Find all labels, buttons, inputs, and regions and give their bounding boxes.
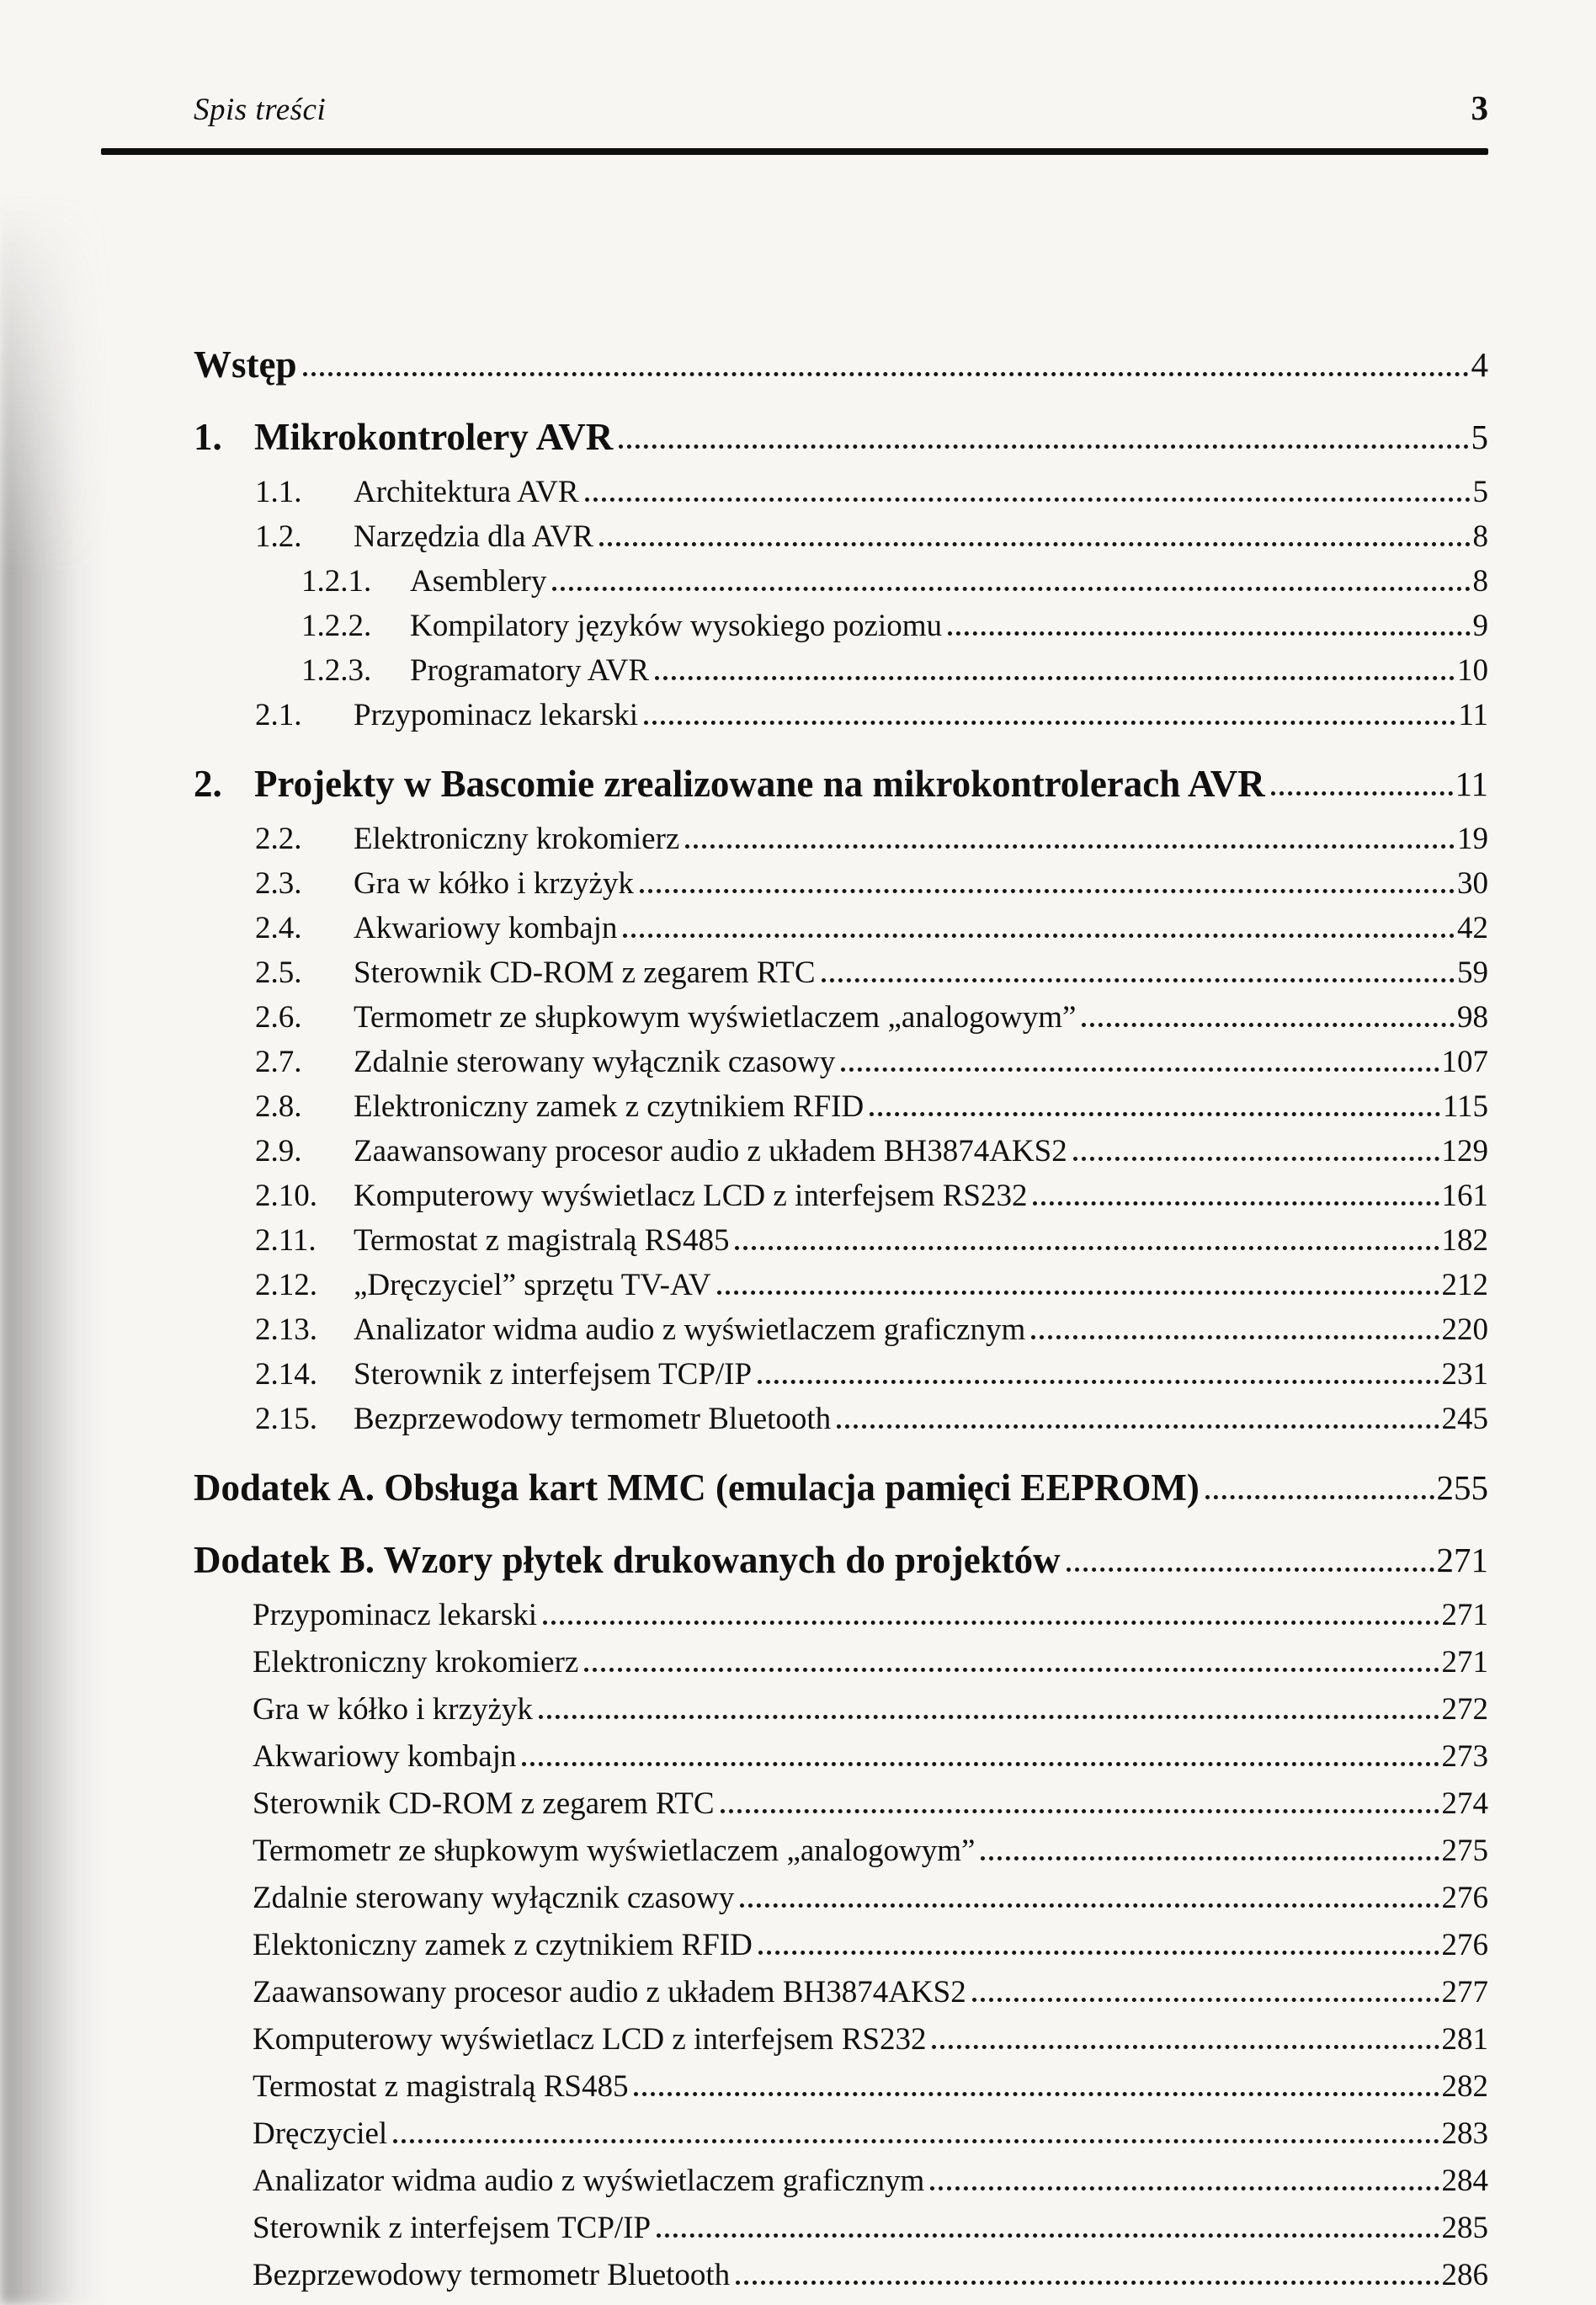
toc-row xyxy=(194,1089,1488,1124)
dot-leader xyxy=(393,2139,1439,2143)
dot-leader xyxy=(1031,1335,1439,1339)
toc-row xyxy=(194,475,1488,509)
toc-entry-page: 11 xyxy=(1458,698,1488,732)
toc-entry-number: 2.6. xyxy=(255,1000,302,1035)
toc-entry-number: 1.2.2. xyxy=(301,609,372,643)
toc-entry-title: Gra w kółko i krzyżyk xyxy=(354,866,634,901)
dot-leader xyxy=(1082,1023,1455,1027)
toc-entry-title: Termometr ze słupkowym wyświetlaczem „analogowym” xyxy=(354,1000,1077,1035)
toc-entry-number: 2.14. xyxy=(255,1357,317,1392)
toc-entry-page: 285 xyxy=(1441,2211,1488,2245)
dot-leader xyxy=(717,1291,1439,1295)
dot-leader xyxy=(981,1856,1439,1861)
dot-leader xyxy=(1271,791,1453,796)
toc-entry-page: 19 xyxy=(1457,822,1488,856)
toc-entry-number: 2. xyxy=(194,763,222,805)
dot-leader xyxy=(619,444,1468,449)
toc-entry-page: 277 xyxy=(1441,1975,1488,2010)
toc-entry-number: 1. xyxy=(194,416,222,458)
toc-row xyxy=(194,564,1488,599)
toc-entry-title: Sterownik z interfejsem TCP/IP xyxy=(253,2211,652,2245)
toc-entry-page: 286 xyxy=(1441,2258,1488,2292)
toc-row xyxy=(194,653,1488,688)
dot-leader xyxy=(735,1246,1439,1250)
toc-entry-title: Termometr ze słupkowym wyświetlaczem „analogowym” xyxy=(253,1834,976,1868)
dot-leader xyxy=(948,631,1471,636)
toc-entry-page: 11 xyxy=(1455,764,1488,803)
dot-leader xyxy=(932,2045,1439,2049)
toc-row xyxy=(194,2211,1488,2245)
toc-entry-title: Gra w kółko i krzyżyk xyxy=(253,1692,533,1727)
header-rule xyxy=(101,148,1488,155)
toc-entry-page: 59 xyxy=(1457,956,1488,990)
toc-entry-number: 2.1. xyxy=(255,698,302,732)
toc-entry-title: Narzędzia dla AVR xyxy=(354,519,593,554)
toc-row xyxy=(194,2116,1488,2151)
toc-entry-page: 284 xyxy=(1441,2164,1488,2198)
dot-leader xyxy=(721,1809,1439,1813)
toc-row xyxy=(194,1598,1488,1632)
dot-leader xyxy=(930,2186,1439,2191)
toc-row xyxy=(194,1881,1488,1915)
toc-entry-number: 2.10. xyxy=(255,1179,317,1213)
toc-entry-title: Analizator widma audio z wyświetlaczem graficznym xyxy=(253,2164,925,2198)
toc-entry-page: 274 xyxy=(1441,1786,1488,1821)
dot-leader xyxy=(640,889,1455,893)
toc-row xyxy=(194,2258,1488,2292)
toc-entry-title: Przypominacz lekarski xyxy=(354,698,639,732)
toc-row xyxy=(194,1645,1488,1680)
toc-row xyxy=(194,1539,1488,1581)
toc-entry-page: 5 xyxy=(1471,418,1488,456)
dot-leader xyxy=(736,2281,1439,2285)
dot-leader xyxy=(758,1380,1439,1384)
running-title: Spis treści xyxy=(194,93,327,127)
toc-entry-number: 2.15. xyxy=(255,1402,317,1436)
toc-row xyxy=(194,343,1488,386)
toc-row xyxy=(194,1834,1488,1868)
toc-entry-number: 2.7. xyxy=(255,1045,302,1079)
toc-entry-title: Zaawansowany procesor audio z układem BH3874AKS2 xyxy=(253,1975,966,2010)
toc-entry-title: Bezprzewodowy termometr Bluetooth xyxy=(354,1402,832,1436)
toc-entry-title: Komputerowy wyświetlacz LCD z interfejsem RS232 xyxy=(354,1179,1028,1213)
toc-entry-title: Elektroniczny krokomierz xyxy=(253,1645,579,1680)
toc-row xyxy=(194,1134,1488,1168)
dot-leader xyxy=(599,542,1471,546)
toc-entry-page: 98 xyxy=(1457,1000,1488,1035)
dot-leader xyxy=(303,372,1469,376)
dot-leader xyxy=(740,1903,1439,1908)
dot-leader xyxy=(685,844,1455,849)
toc-entry-title: Programatory AVR xyxy=(410,653,650,688)
toc-row xyxy=(194,698,1488,732)
dot-leader xyxy=(655,676,1455,680)
toc-entry-page: 283 xyxy=(1441,2116,1488,2151)
dot-leader xyxy=(657,2233,1439,2238)
dot-leader xyxy=(585,498,1471,502)
toc-entry-title: Architektura AVR xyxy=(354,475,579,509)
toc-entry-number: 2.2. xyxy=(255,822,302,856)
toc-row xyxy=(194,1357,1488,1392)
toc-row xyxy=(194,866,1488,901)
toc-entry-title: Akwariowy kombajn xyxy=(253,1739,517,1774)
toc-entry-number: 2.11. xyxy=(255,1223,317,1258)
toc-row xyxy=(194,911,1488,945)
dot-leader xyxy=(758,1951,1439,1955)
toc-entry-page: 282 xyxy=(1441,2069,1488,2104)
page-header xyxy=(194,88,1488,128)
toc-row xyxy=(194,956,1488,990)
toc-entry-title: Termostat z magistralą RS485 xyxy=(354,1223,730,1258)
toc-entry-title: Elektoniczny zamek z czytnikiem RFID xyxy=(253,1928,753,1962)
toc-entry-title: Kompilatory języków wysokiego poziomu xyxy=(410,609,942,643)
toc-row xyxy=(194,2022,1488,2057)
toc-entry-title: Elektroniczny zamek z czytnikiem RFID xyxy=(354,1089,864,1124)
toc-entry-page: 42 xyxy=(1457,911,1488,945)
toc-entry-page: 182 xyxy=(1441,1223,1488,1258)
toc-entry-number: 2.13. xyxy=(255,1312,317,1347)
dot-leader xyxy=(837,1424,1439,1429)
toc-row xyxy=(194,1739,1488,1774)
toc-entry-page: 161 xyxy=(1441,1179,1488,1213)
toc-entry-title: „Dręczyciel” sprzętu TV-AV xyxy=(354,1268,711,1302)
toc-entry-page: 30 xyxy=(1457,866,1488,901)
toc-entry-number: 2.12. xyxy=(255,1268,317,1302)
toc-entry-page: 271 xyxy=(1441,1598,1488,1632)
toc-row xyxy=(194,763,1488,805)
dot-leader xyxy=(972,1998,1439,2002)
toc-entry-title: Sterownik CD-ROM z zegarem RTC xyxy=(253,1786,715,1821)
dot-leader xyxy=(1205,1495,1434,1499)
toc-entry-title: Komputerowy wyświetlacz LCD z interfejsem RS232 xyxy=(253,2022,927,2057)
toc-entry-title: Asemblery xyxy=(410,564,547,599)
toc-entry-page: 281 xyxy=(1441,2022,1488,2057)
toc-entry-page: 276 xyxy=(1441,1928,1488,1962)
dot-leader xyxy=(644,721,1455,725)
toc-entry-page: 245 xyxy=(1441,1402,1488,1436)
toc-row xyxy=(194,2164,1488,2198)
toc-entry-title: Sterownik CD-ROM z zegarem RTC xyxy=(354,956,816,990)
toc-row xyxy=(194,1467,1488,1509)
toc-entry-page: 273 xyxy=(1441,1739,1488,1774)
toc-entry-page: 4 xyxy=(1471,345,1488,384)
toc-entry-title: Zdalnie sterowany wyłącznik czasowy xyxy=(253,1881,735,1915)
toc-entry-page: 276 xyxy=(1441,1881,1488,1915)
dot-leader xyxy=(870,1112,1440,1116)
toc-entry-title: Przypominacz lekarski xyxy=(253,1598,538,1632)
toc-entry-number: 2.5. xyxy=(255,956,302,990)
toc-row xyxy=(194,1223,1488,1258)
toc-row xyxy=(194,416,1488,458)
dot-leader xyxy=(584,1668,1439,1672)
toc-entry-page: 255 xyxy=(1436,1468,1488,1507)
toc-entry-title: Dręczyciel xyxy=(253,2116,388,2151)
toc-entry-page: 8 xyxy=(1472,564,1488,599)
toc-entry-number: 1.2. xyxy=(255,519,302,554)
toc-entry-title: Elektroniczny krokomierz xyxy=(354,822,680,856)
toc-entry-title: Akwariowy kombajn xyxy=(354,911,618,945)
dot-leader xyxy=(552,587,1470,591)
dot-leader xyxy=(822,978,1455,982)
toc-entry-number: 1.1. xyxy=(255,475,302,509)
toc-entry-page: 5 xyxy=(1472,475,1488,509)
toc-entry-title: Zdalnie sterowany wyłącznik czasowy xyxy=(354,1045,836,1079)
dot-leader xyxy=(522,1762,1439,1766)
toc-row xyxy=(194,2069,1488,2104)
toc-entry-title: Zaawansowany procesor audio z układem BH3874AKS2 xyxy=(354,1134,1067,1168)
toc-row xyxy=(194,1975,1488,2010)
toc-entry-title: Wstęp xyxy=(194,343,297,386)
dot-leader xyxy=(539,1715,1439,1719)
toc-row xyxy=(194,1268,1488,1302)
toc-entry-number: 2.9. xyxy=(255,1134,302,1168)
page-number: 3 xyxy=(1471,88,1488,127)
toc-row xyxy=(194,1000,1488,1035)
toc-entry-page: 271 xyxy=(1436,1541,1488,1579)
toc-entry-page: 212 xyxy=(1441,1268,1488,1302)
toc-row xyxy=(194,1045,1488,1079)
toc-entry-page: 272 xyxy=(1441,1692,1488,1727)
dot-leader xyxy=(634,2092,1439,2096)
toc-list xyxy=(194,313,1488,2305)
toc-entry-title: Sterownik z interfejsem TCP/IP xyxy=(354,1357,753,1392)
toc-row xyxy=(194,1692,1488,1727)
toc-entry-page: 115 xyxy=(1442,1089,1488,1124)
toc-row xyxy=(194,822,1488,856)
toc-entry-page: 8 xyxy=(1472,519,1488,554)
toc-entry-title: Projekty w Bascomie zrealizowane na mikrokontrolerach AVR xyxy=(254,763,1265,805)
dot-leader xyxy=(841,1067,1439,1072)
toc-entry-number: 1.2.3. xyxy=(301,653,372,688)
dot-leader xyxy=(543,1621,1439,1625)
toc-entry-title: Mikrokontrolery AVR xyxy=(254,416,614,458)
toc-entry-page: 9 xyxy=(1472,609,1488,643)
toc-entry-page: 271 xyxy=(1441,1645,1488,1680)
toc-entry-number: 1.2.1. xyxy=(301,564,372,599)
toc-entry-page: 275 xyxy=(1441,1834,1488,1868)
toc-row xyxy=(194,1402,1488,1436)
toc-entry-title: Termostat z magistralą RS485 xyxy=(253,2069,629,2104)
toc-row xyxy=(194,519,1488,554)
scan-edge-shadow xyxy=(0,194,109,2305)
dot-leader xyxy=(623,934,1455,938)
toc-entry-page: 107 xyxy=(1441,1045,1488,1079)
toc-entry-title: Dodatek B. Wzory płytek drukowanych do projektów xyxy=(194,1539,1061,1581)
toc-row xyxy=(194,1786,1488,1821)
toc-entry-page: 10 xyxy=(1457,653,1488,688)
toc-entry-number: 2.4. xyxy=(255,911,302,945)
toc-row xyxy=(194,1928,1488,1962)
toc-entry-title: Bezprzewodowy termometr Bluetooth xyxy=(253,2258,731,2292)
toc-row xyxy=(194,1179,1488,1213)
toc-row xyxy=(194,609,1488,643)
dot-leader xyxy=(1033,1201,1439,1206)
toc-entry-page: 129 xyxy=(1441,1134,1488,1168)
toc-row xyxy=(194,1312,1488,1347)
toc-entry-page: 231 xyxy=(1441,1357,1488,1392)
toc-entry-title: Analizator widma audio z wyświetlaczem graficznym xyxy=(354,1312,1026,1347)
dot-leader xyxy=(1067,1568,1434,1572)
dot-leader xyxy=(1073,1157,1439,1161)
toc-entry-page: 220 xyxy=(1441,1312,1488,1347)
toc-entry-number: 2.8. xyxy=(255,1089,302,1124)
toc-entry-number: 2.3. xyxy=(255,866,302,901)
toc-entry-title: Dodatek A. Obsługa kart MMC (emulacja pamięci EEPROM) xyxy=(194,1467,1200,1509)
